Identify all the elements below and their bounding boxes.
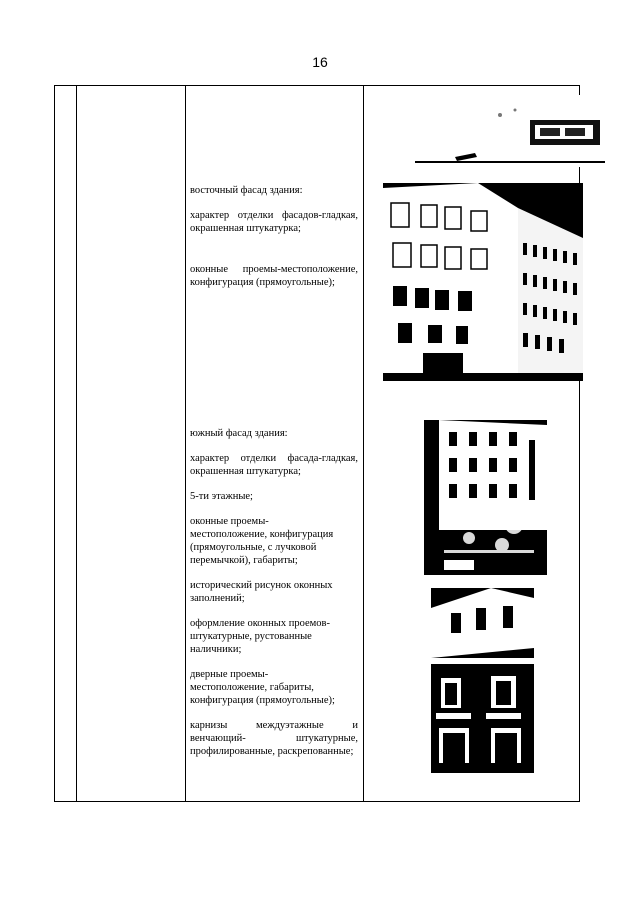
south-facade-heading: южный фасад здания:	[190, 428, 288, 439]
south-facade-item: оконные проемы- местоположение, конфигурация (прямоугольные, с лучковой перемычкой), габариты;	[190, 516, 334, 566]
east-facade-description	[190, 184, 358, 301]
east-facade-photo	[383, 183, 583, 381]
column-divider	[185, 86, 186, 801]
column-divider	[363, 86, 364, 801]
column-divider	[76, 86, 77, 801]
south-facade-item: оформление оконных проемов-штукатурные, рустованные наличники;	[190, 618, 330, 655]
facade-photo-top	[415, 95, 605, 167]
page-number: 16	[312, 54, 328, 70]
east-facade-heading: восточный фасад здания:	[190, 185, 303, 196]
south-facade-photo	[424, 420, 547, 575]
south-facade-item: 5-ти этажные;	[190, 491, 253, 502]
south-facade-item: характер отделки фасада-гладкая, окрашенная штукатурка;	[190, 453, 358, 477]
east-facade-finish: характер отделки фасадов-гладкая, окрашенная штукатурка;	[190, 210, 358, 234]
east-facade-windows: оконные проемы-местоположение, конфигурация (прямоугольные);	[190, 264, 358, 288]
south-facade-description	[190, 427, 358, 770]
south-facade-item: карнизы междуэтажные и венчающий- штукатурные, профилированные, раскрепованные;	[190, 720, 358, 757]
south-facade-detail-photo	[431, 588, 534, 773]
south-facade-item: исторический рисунок оконных заполнений;	[190, 580, 333, 604]
south-facade-item: дверные проемы- местоположение, габариты, конфигурация (прямоугольные);	[190, 669, 335, 706]
